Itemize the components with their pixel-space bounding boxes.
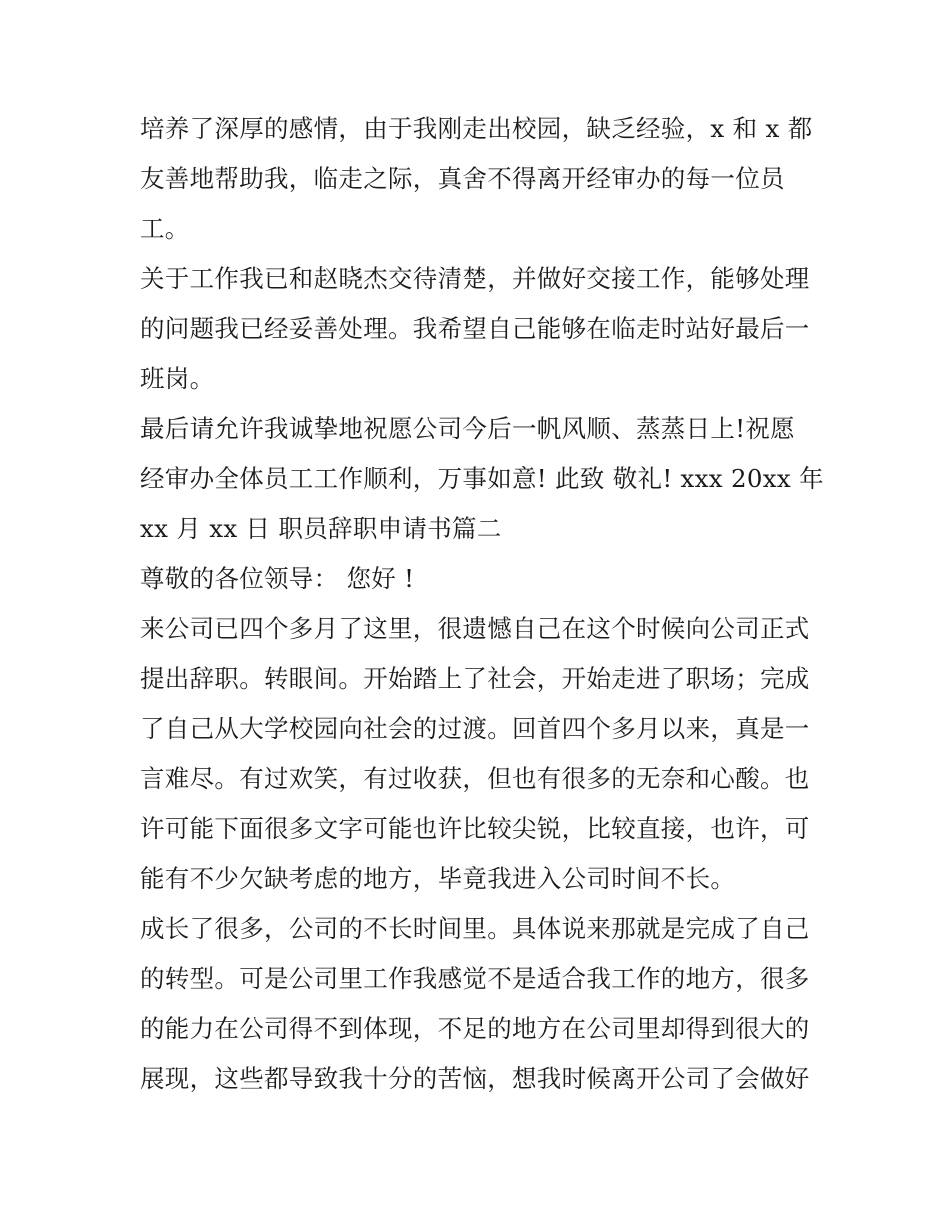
text-line: xx 月 xx 日 职员辞职申请书篇二: [140, 514, 502, 543]
text-line: 的转型。可是公司里工作我感觉不是适合我工作的地方，很多: [140, 964, 810, 993]
text-line: 工。: [140, 214, 190, 243]
text-line: 关于工作我已和赵晓杰交待清楚，并做好交接工作，能够处理: [140, 264, 810, 293]
text-line: 经审办全体员工工作顺利，万事如意! 此致 敬礼! xxx 20xx 年: [140, 464, 824, 493]
text-line: 最后请允许我诚挚地祝愿公司今后一帆风顺、蒸蒸日上!祝愿: [140, 414, 795, 443]
text-line: 成长了很多，公司的不长时间里。具体说来那就是完成了自己: [140, 914, 810, 943]
text-line: 班岗。: [140, 364, 215, 393]
text-line: 展现，这些都导致我十分的苦恼，想我时候离开公司了会做好: [140, 1064, 810, 1093]
text-line: 的问题我已经妥善处理。我希望自己能够在临走时站好最后一: [140, 314, 810, 343]
text-line: 友善地帮助我，临走之际，真舍不得离开经审办的每一位员: [140, 164, 785, 193]
text-line: 的能力在公司得不到体现，不足的地方在公司里却得到很大的: [140, 1014, 810, 1043]
text-line: 培养了深厚的感情，由于我刚走出校园，缺乏经验，x 和 x 都: [140, 114, 813, 143]
text-line: 提出辞职。转眼间。开始踏上了社会，开始走进了职场；完成: [140, 664, 810, 693]
salutation-line: 尊敬的各位领导： 您好 !: [140, 564, 415, 593]
text-line: 来公司已四个多月了这里，很遗憾自己在这个时候向公司正式: [140, 614, 810, 643]
text-line: 能有不少欠缺考虑的地方，毕竟我进入公司时间不长。: [140, 864, 736, 893]
text-line: 了自己从大学校园向社会的过渡。回首四个多月以来，真是一: [140, 714, 810, 743]
document-body: [140, 104, 824, 1104]
text-line: 言难尽。有过欢笑，有过收获，但也有很多的无奈和心酸。也: [140, 764, 810, 793]
text-line: 许可能下面很多文字可能也许比较尖锐，比较直接，也许，可: [140, 814, 810, 843]
